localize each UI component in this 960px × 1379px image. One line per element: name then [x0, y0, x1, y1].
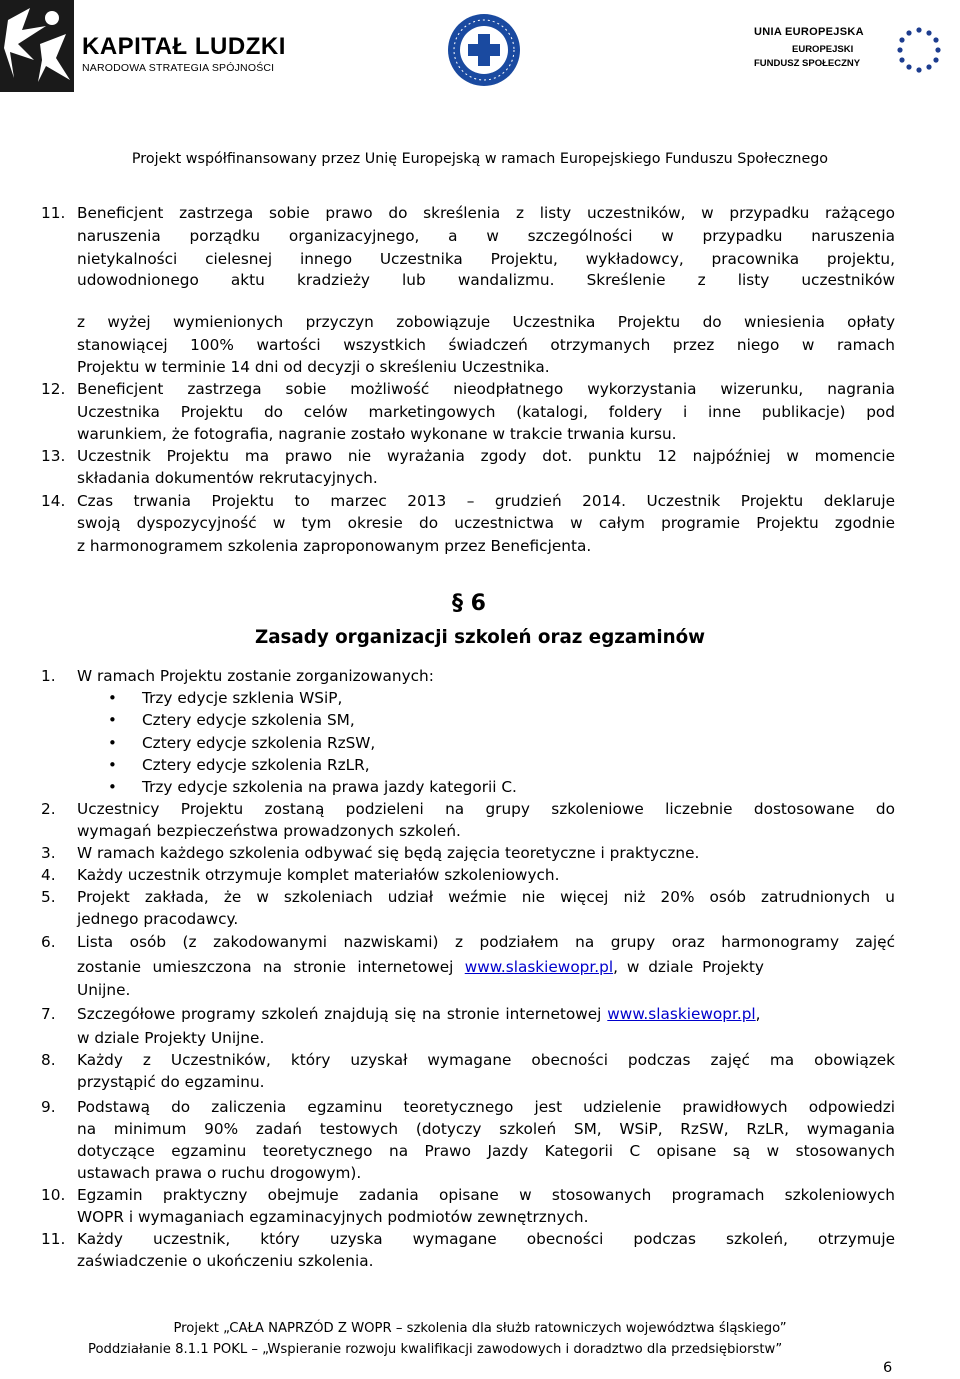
kapital-ludzki-subtitle: NARODOWA STRATEGIA SPÓJNOŚCI: [82, 62, 275, 74]
item-text-line: na minimum 90% zadań testowych (dotyczy szkoleń SM, WSiP, RzSW, RzLR, wymagania: [77, 1120, 895, 1138]
item-text-line: Uczestnicy Projektu zostaną podzieleni na grupy szkoleniowe liczebnie dostosowane do: [77, 800, 895, 818]
item-number: 5.: [41, 888, 56, 906]
item-number: 10.: [41, 1186, 66, 1204]
item-text-line: jednego pracodawcy.: [77, 910, 239, 928]
item-text-line: składania dokumentów rekrutacyjnych.: [77, 469, 378, 487]
list-item: Cztery edycje szkolenia RzSW,: [142, 734, 376, 752]
footer-project-line: Projekt „CAŁA NAPRZÓD Z WOPR – szkolenia dla służb ratowniczych województwa śląskiego”: [173, 1321, 787, 1336]
item-text-line: [77, 1003, 895, 1025]
section-sign: § 6: [452, 591, 486, 616]
item-text-line: Lista osób (z zakodowanymi nazwiskami) z podziałem na grupy oraz harmonogramy zajęć: [77, 933, 895, 951]
item-text-line: Egzamin praktyczny obejmuje zadania opisane w stosowanych programach szkoleniowych: [77, 1186, 895, 1204]
item-text-line: Podstawą do zaliczenia egzaminu teoretycznego jest udzielenie prawidłowych odpowiedzi: [77, 1098, 895, 1116]
item-text-line: warunkiem, że fotografia, nagranie zostało wykonane w trakcie trwania kursu.: [77, 425, 677, 443]
item-text-line: Beneficjent zastrzega sobie możliwość nieodpłatnego wykorzystania wizerunku, nagrania: [77, 380, 895, 398]
item-number: 9.: [41, 1098, 56, 1116]
item-text-line: W ramach każdego szkolenia odbywać się będą zajęcia teoretyczne i praktyczne.: [77, 844, 700, 862]
item-number: 1.: [41, 667, 56, 685]
item-text-line: Każdy uczestnik otrzymuje komplet materiałów szkoleniowych.: [77, 866, 560, 884]
item-number: 8.: [41, 1051, 56, 1069]
item-text-line: dotyczące egzaminu teoretycznego na Prawo Jazdy Kategorii C opisane są w stosowanych: [77, 1142, 895, 1160]
item-number: 7.: [41, 1005, 56, 1023]
item-text-line: stanowiącej 100% wartości wszystkich świadczeń otrzymanych przez niego w ramach: [77, 336, 895, 354]
item-text-line: Każdy uczestnik, który uzyska wymagane obecności podczas szkoleń, otrzymuje: [77, 1230, 895, 1248]
item-text-line: W ramach Projektu zostanie zorganizowanych:: [77, 667, 434, 685]
item-number: 12.: [41, 380, 66, 398]
page-number: 6: [883, 1360, 893, 1376]
item-number: 11.: [41, 204, 66, 222]
list-item: Cztery edycje szkolenia SM,: [142, 711, 355, 729]
item-text-line: wymagań bezpieczeństwa prowadzonych szkoleń.: [77, 822, 461, 840]
item-text-line: Uczestnika Projektu do celów marketingowych (katalogi, foldery i inne publikacje) pod: [77, 403, 895, 421]
item-number: 4.: [41, 866, 56, 884]
item-text-line: swoją dyspozycyjność w tym okresie do uczestnictwa w całym programie Projektu zgodnie: [77, 514, 895, 532]
item-number: 14.: [41, 492, 66, 510]
section-title: Zasady organizacji szkoleń oraz egzaminów: [254, 627, 706, 648]
bullet-dot-icon: •: [108, 778, 117, 796]
item-text-line: [77, 956, 895, 978]
item-text-line: w dziale Projekty Unijne.: [77, 1029, 265, 1047]
item-number: 6.: [41, 933, 56, 951]
bullet-dot-icon: •: [108, 711, 117, 729]
item-text-line: Unijne.: [77, 981, 131, 999]
bullet-dot-icon: •: [108, 756, 117, 774]
item-text-line: Beneficjent zastrzega sobie prawo do skreślenia z listy uczestników, w przypadku rażącego: [77, 204, 895, 222]
list-item: Cztery edycje szkolenia RzLR,: [142, 756, 370, 774]
eu-title: UNIA EUROPEJSKA: [754, 26, 864, 38]
item-text-line: nietykalności cielesnej innego Uczestnika Projektu, wykładowcy, pracownika projektu,: [77, 250, 895, 268]
item-text-line: ustawach prawa o ruchu drogowym).: [77, 1164, 362, 1182]
item-number: 2.: [41, 800, 56, 818]
bullet-dot-icon: •: [108, 689, 117, 707]
item-text-line: Projektu w terminie 14 dni od decyzji o skreśleniu Uczestnika.: [77, 358, 550, 376]
item-text-line: z harmonogramem szkolenia zaproponowanym przez Beneficjenta.: [77, 537, 592, 555]
kapital-ludzki-emblem-icon: [0, 0, 80, 92]
item-text-line: zaświadczenie o ukończeniu szkolenia.: [77, 1252, 374, 1270]
wopr-emblem-icon: [446, 12, 522, 88]
item-number: 11.: [41, 1230, 66, 1248]
item-text-segment: zostanie umieszczona na stronie internetowej: [77, 958, 465, 976]
item-text-line: udowodnionego aktu kradzieży lub wandalizmu. Skreślenie z listy uczestników: [77, 271, 895, 289]
item-text-line: Projekt zakłada, że w szkoleniach udział weźmie nie więcej niż 20% osób zatrudnionych u: [77, 888, 895, 906]
page-header: [0, 0, 960, 167]
item-text-segment: ,: [755, 1005, 761, 1023]
item-number: 13.: [41, 447, 66, 465]
eu-flag-icon: [880, 20, 958, 80]
item-text-line: z wyżej wymienionych przyczyn zobowiązuje Uczestnika Projektu do wniesienia opłaty: [77, 313, 895, 331]
item-text-line: Każdy z Uczestników, który uzyskał wymagane obecności podczas zajęć ma obowiązek: [77, 1051, 895, 1069]
item-text-line: WOPR i wymaganiach egzaminacyjnych podmiotów zewnętrznych.: [77, 1208, 589, 1226]
bullet-dot-icon: •: [108, 734, 117, 752]
eu-subtitle-1: EUROPEJSKI: [792, 44, 854, 55]
item-text-line: przystąpić do egzaminu.: [77, 1073, 265, 1091]
item-text-segment: Szczegółowe programy szkoleń znajdują się na stronie internetowej: [77, 1005, 608, 1023]
item-number: 3.: [41, 844, 56, 862]
eu-subtitle-2: FUNDUSZ SPOŁECZNY: [754, 58, 861, 69]
list-item: Trzy edycje szklenia WSiP,: [142, 689, 343, 707]
item-text-line: Czas trwania Projektu to marzec 2013 – grudzień 2014. Uczestnik Projektu deklaruje: [77, 492, 895, 510]
item-text-line: Uczestnik Projektu ma prawo nie wyrażania zgody dot. punktu 12 najpóźniej w momencie: [77, 447, 895, 465]
list-item: Trzy edycje szkolenia na prawa jazdy kategorii C.: [142, 778, 517, 796]
footer-subaction-line: Poddziałanie 8.1.1 POKL – „Wspieranie rozwoju kwalifikacji zawodowych i doradztwo dla przedsiębiorstw”: [88, 1342, 783, 1357]
website-link[interactable]: www.slaskiewopr.pl: [607, 1005, 756, 1023]
kapital-ludzki-title: KAPITAŁ LUDZKI: [82, 33, 286, 60]
eu-logo: [740, 20, 960, 90]
item-text-line: naruszenia porządku organizacyjnego, a w szczególności w przypadku naruszenia: [77, 227, 895, 245]
website-link[interactable]: www.slaskiewopr.pl: [464, 958, 614, 976]
item-text-segment: , w dziale Projekty: [613, 958, 764, 976]
cofinancing-note: Projekt współfinansowany przez Unię Europejską w ramach Europejskiego Funduszu Społecznego: [131, 151, 829, 167]
kapital-ludzki-logo: [0, 0, 300, 92]
